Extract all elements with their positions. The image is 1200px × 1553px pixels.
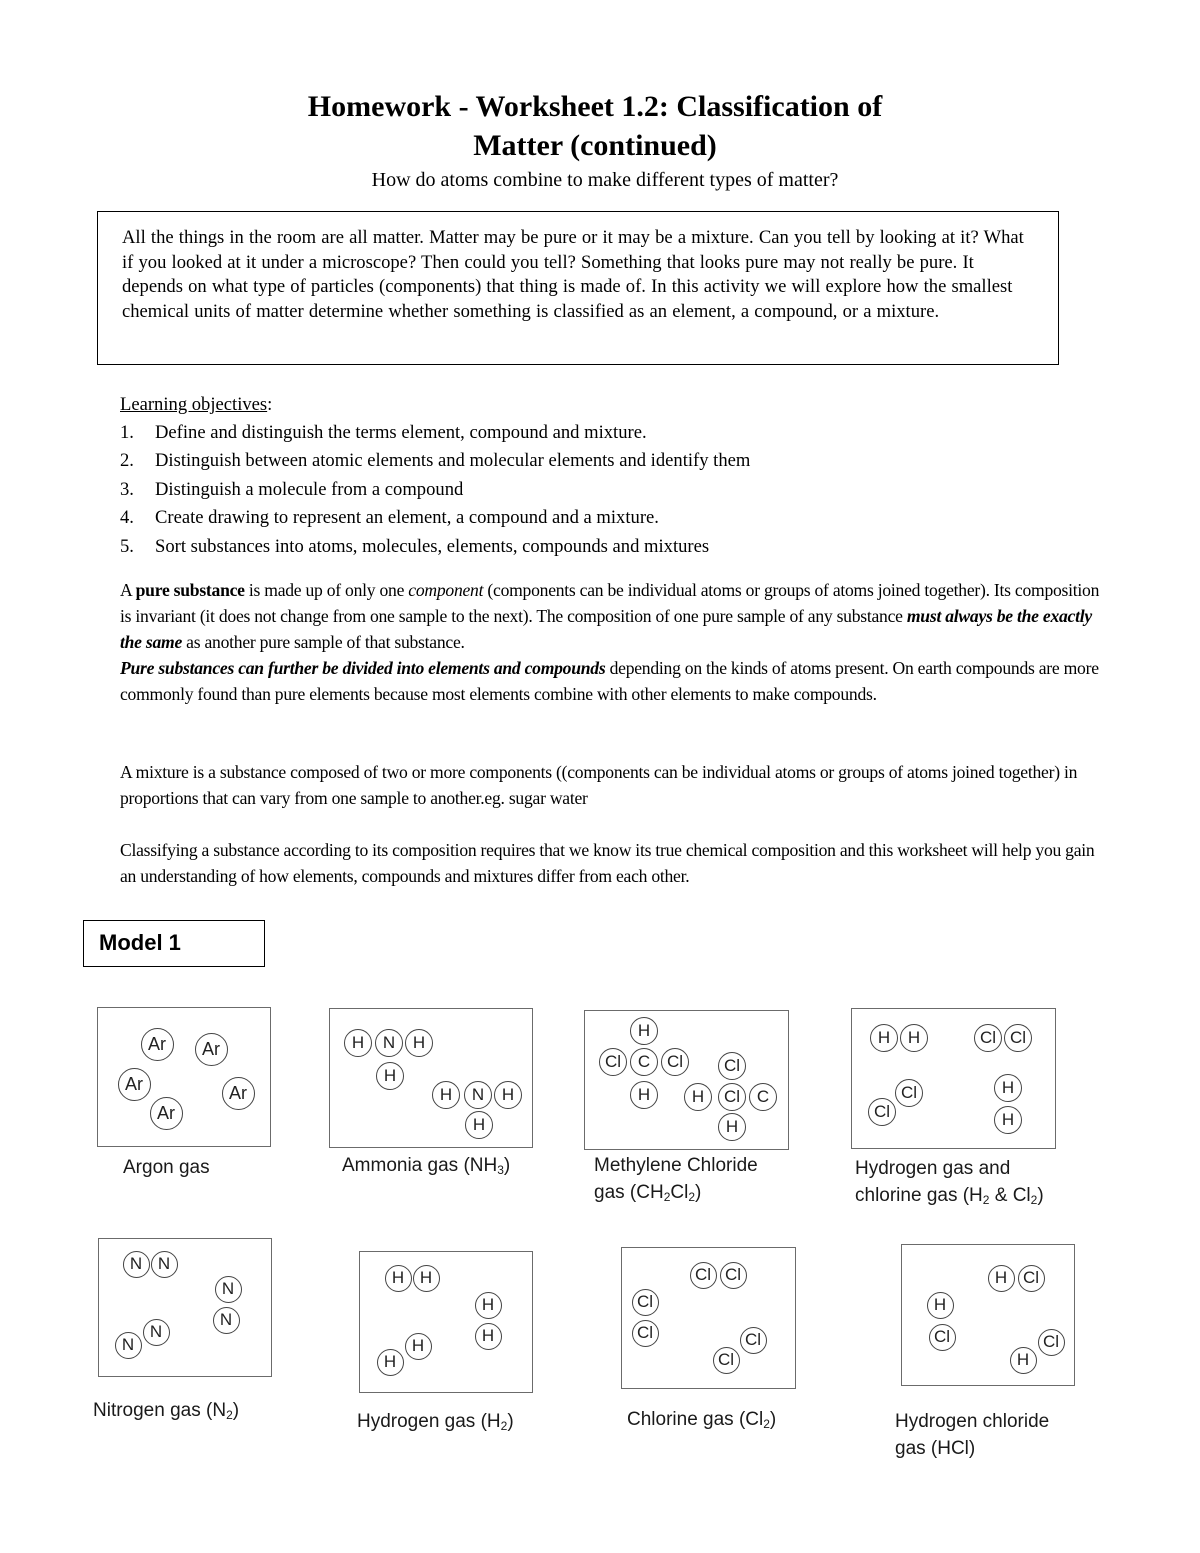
atom-h: H [405, 1333, 432, 1360]
atom-n: N [464, 1081, 492, 1109]
atom-ar: Ar [195, 1033, 228, 1066]
atom-h: H [900, 1024, 928, 1052]
caption-subscript: 3 [497, 1163, 504, 1177]
model-caption-ammonia [342, 1152, 510, 1179]
atom-ar: Ar [222, 1077, 255, 1110]
atom-cl: Cl [868, 1098, 896, 1126]
mixture-paragraph: A mixture is a substance composed of two or more components ((components can be individual atoms or groups of atoms joined together) in proportions that can vary from one sample to another.eg. sugar water [120, 762, 1078, 808]
worksheet-subtitle: How do atoms combine to make different types of matter? [371, 169, 839, 191]
atom-c: C [749, 1083, 777, 1111]
atom-n: N [375, 1029, 403, 1057]
atom-cl: Cl [718, 1052, 746, 1080]
atom-h: H [988, 1265, 1015, 1292]
model-caption-methylene [594, 1152, 758, 1206]
objective-text: Create drawing to represent an element, a compound and a mixture. [155, 507, 659, 529]
model-label: Model 1 [83, 920, 265, 967]
caption-subscript: 2 [226, 1408, 233, 1422]
caption-text: gas (HCl) [895, 1438, 976, 1459]
model-panel-hcl [901, 1244, 1075, 1386]
atom-h: H [376, 1062, 404, 1090]
atom-cl: Cl [632, 1289, 659, 1316]
atom-cl: Cl [599, 1048, 627, 1076]
atom-c: C [630, 1048, 658, 1076]
atom-cl: Cl [1018, 1265, 1045, 1292]
component-term: component [408, 580, 484, 600]
atom-n: N [215, 1276, 242, 1303]
caption-text: ) [695, 1182, 702, 1203]
objective-number: 2. [120, 450, 134, 472]
atom-cl: Cl [1004, 1024, 1032, 1052]
atom-n: N [115, 1332, 142, 1359]
pure-text-a: A [120, 580, 136, 600]
caption-text: ) [503, 1155, 511, 1176]
caption-text: Hydrogen gas (H [357, 1411, 501, 1432]
atom-h: H [475, 1292, 502, 1319]
objectives-heading-colon: : [267, 394, 273, 415]
atom-n: N [123, 1251, 150, 1278]
caption-text: ) [1037, 1185, 1044, 1206]
intro-text: All the things in the room are all matter. Matter may be pure or it may be a mixture. Can you tell by looking at it? What if you looked at it under a microscope? Then could you tell? Something that looks pure may not really be pure. It depends on what type of particles (components) that thing is made of. In this activity we will explore how the smallest chemical units of matter determine whether something is classified as an element, a compound, or a mixture. [122, 227, 1024, 322]
pure-text-d: as another pure sample of that substance. [182, 631, 465, 652]
objectives-heading-label: Learning objectives [120, 394, 268, 415]
objective-text: Distinguish between atomic elements and molecular elements and identify them [155, 450, 751, 472]
objective-number: 4. [120, 507, 134, 529]
atom-cl: Cl [740, 1327, 767, 1354]
caption-text: Chlorine gas (Cl [627, 1409, 764, 1430]
atom-cl: Cl [632, 1320, 659, 1347]
atom-ar: Ar [118, 1068, 151, 1101]
atom-cl: Cl [1038, 1329, 1065, 1356]
objective-number: 3. [120, 478, 134, 500]
atom-h: H [475, 1323, 502, 1350]
atom-cl: Cl [720, 1262, 747, 1289]
atom-cl: Cl [718, 1083, 746, 1111]
atom-h: H [994, 1074, 1022, 1102]
pure-text-e: depending on the kinds of atoms present. On earth compounds are more commonly found than pure elements because most elements combine with other elements to make compounds. [120, 657, 1099, 704]
caption-subscript: 2 [982, 1193, 990, 1207]
atom-h: H [385, 1265, 412, 1292]
caption-subscript: 2 [688, 1190, 696, 1204]
atom-ar: Ar [141, 1028, 174, 1061]
atom-cl: Cl [974, 1024, 1002, 1052]
objective-number: 1. [120, 422, 134, 443]
caption-subscript: 2 [663, 1190, 671, 1204]
intro-box [97, 211, 1059, 365]
atom-h: H [1010, 1347, 1037, 1374]
model-caption-nitrogen [93, 1397, 239, 1424]
atom-h: H [377, 1349, 404, 1376]
model-caption-hydrogen [357, 1408, 514, 1435]
pure-substance-paragraph [120, 578, 1110, 708]
caption-text: gas (CH [594, 1182, 664, 1203]
pure-substance-term: pure substance [135, 580, 245, 600]
worksheet-title-line1: Homework - Worksheet 1.2: Classification of [307, 90, 883, 123]
objective-text: Sort substances into atoms, molecules, elements, compounds and mixtures [155, 535, 710, 557]
emphasis-divided: Pure substances can further be divided into elements and compounds [120, 657, 606, 678]
model-caption-chlorine [627, 1406, 776, 1433]
emphasis-same: must always be the exactly the same [120, 605, 1092, 652]
caption-text: & Cl [989, 1185, 1031, 1206]
pure-text-b: is made up of only one [244, 580, 409, 600]
atom-n: N [143, 1319, 170, 1346]
atom-cl: Cl [690, 1262, 717, 1289]
atom-cl: Cl [929, 1324, 956, 1351]
objective-text: Define and distinguish the terms element, compound and mixture. [155, 422, 647, 443]
atom-h: H [870, 1024, 898, 1052]
caption-text: Methylene Chloride [594, 1155, 758, 1176]
pure-text-c: (components can be individual atoms or groups of atoms joined together). Its composition is invariant (it does not change from one sample to the next). The composition of one pure sample of any substance [120, 580, 1100, 626]
atom-h: H [344, 1029, 372, 1057]
atom-ar: Ar [150, 1097, 183, 1130]
caption-text: Argon gas [123, 1157, 210, 1178]
caption-subscript: 2 [763, 1417, 770, 1431]
atom-h: H [465, 1111, 493, 1139]
atom-h: H [994, 1106, 1022, 1134]
classifying-paragraph: Classifying a substance according to its composition requires that we know its true chemical composition and this worksheet will help you gain an understanding of how elements, compounds and mixtures differ from each other. [120, 840, 1095, 886]
atom-h: H [432, 1081, 460, 1109]
model-caption-argon [123, 1154, 210, 1181]
atom-cl: Cl [661, 1048, 689, 1076]
atom-n: N [213, 1307, 240, 1334]
caption-text: Cl [670, 1182, 689, 1203]
caption-text: Hydrogen gas and [855, 1158, 1011, 1179]
caption-text: ) [769, 1409, 777, 1430]
caption-subscript: 2 [500, 1419, 508, 1433]
caption-subscript: 2 [1030, 1193, 1038, 1207]
worksheet-title-line2: Matter (continued) [473, 129, 717, 162]
atom-h: H [630, 1081, 658, 1109]
model-caption-hcl [895, 1408, 1049, 1462]
caption-text: Hydrogen chloride [895, 1411, 1050, 1432]
atom-h: H [413, 1265, 440, 1292]
caption-text: ) [507, 1411, 514, 1432]
atom-n: N [151, 1251, 178, 1278]
atom-h: H [405, 1029, 433, 1057]
atom-h: H [494, 1081, 522, 1109]
objective-text: Distinguish a molecule from a compound [155, 478, 464, 500]
model-caption-h2cl2 [855, 1155, 1044, 1209]
atom-h: H [927, 1292, 954, 1319]
objective-number: 5. [120, 535, 134, 557]
atom-h: H [630, 1017, 658, 1045]
caption-text: ) [232, 1400, 240, 1421]
caption-text: Ammonia gas (NH [342, 1155, 498, 1176]
atom-cl: Cl [895, 1079, 923, 1107]
atom-cl: Cl [713, 1347, 740, 1374]
objectives-heading [120, 393, 272, 417]
atom-h: H [684, 1083, 712, 1111]
caption-text: Nitrogen gas (N [93, 1400, 227, 1421]
atom-h: H [718, 1113, 746, 1141]
caption-text: chlorine gas (H [855, 1185, 983, 1206]
model-panel-methylene [584, 1010, 789, 1150]
